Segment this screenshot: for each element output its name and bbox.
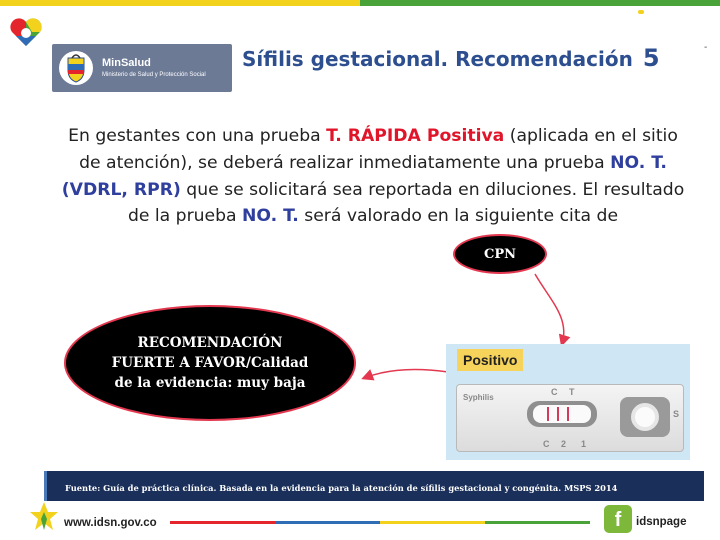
corner-mark: - — [704, 42, 708, 53]
footer-bar-green — [485, 521, 590, 524]
nontreponemal-test: NO. T. (VDRL, RPR) — [61, 152, 667, 200]
recommendation-line-2: FUERTE A FAVOR/Calidad — [111, 355, 309, 371]
bottom-2-label: 2 — [561, 439, 567, 449]
sample-well — [620, 397, 670, 437]
ministry-name: MinSalud — [102, 57, 151, 70]
idsn-logo-icon — [28, 500, 60, 532]
control-line — [547, 407, 549, 421]
test-line-2 — [567, 407, 569, 421]
bottom-c-label: C — [543, 439, 550, 449]
footer-bar-blue — [275, 521, 380, 524]
positive-label: Positivo — [457, 349, 523, 371]
rapid-test-positive: T. RÁPIDA Positiva — [326, 126, 505, 146]
footer-bar-red — [170, 521, 275, 524]
facebook-page-link[interactable]: idsnpage — [636, 516, 687, 528]
para-text-2: (aplicada en el sitio de atención), se deberá realizar inmediatamente una prueba — [79, 126, 678, 173]
rapid-test-image — [446, 344, 690, 460]
recommendation-number: 5 — [642, 44, 660, 72]
para-text-1: En gestantes con una prueba — [68, 126, 327, 146]
title-text: Sífilis gestacional. Recomendación — [242, 47, 633, 71]
footer-bar-yellow — [380, 521, 485, 524]
ministry-subtitle: Ministerio de Salud y Protección Social — [102, 71, 206, 78]
test-name: Syphilis — [463, 393, 494, 402]
recommendation-line-3: de la evidencia: muy baja — [114, 375, 306, 391]
nontreponemal-short: NO. T. — [242, 206, 299, 227]
recommendation-bubble — [64, 305, 356, 421]
website-link[interactable]: www.idsn.gov.co — [64, 517, 157, 529]
para-text-4: será valorado en la siguiente cita de — [298, 206, 619, 227]
para-text-3: que se solicitará sea reportada en diluciones. El resultado de la prueba — [127, 179, 685, 227]
control-label: C — [551, 387, 558, 397]
test-label: T — [569, 387, 575, 397]
bottom-1-label: 1 — [581, 439, 587, 449]
cpn-bubble: CPN — [453, 234, 547, 274]
result-window — [527, 401, 597, 427]
source-citation: Fuente: Guía de práctica clínica. Basada en la evidencia para la atención de sífilis gestacional y congénita. MSPS 2014 — [44, 471, 704, 501]
test-line-1 — [557, 407, 559, 421]
recommendation-line-1: RECOMENDACIÓN — [137, 335, 283, 351]
sample-label: S — [673, 409, 680, 419]
arrow-cpn-to-test — [535, 274, 564, 344]
arrow-test-to-recommendation — [364, 370, 448, 378]
test-cassette — [456, 384, 684, 452]
facebook-icon[interactable]: f — [604, 505, 632, 533]
